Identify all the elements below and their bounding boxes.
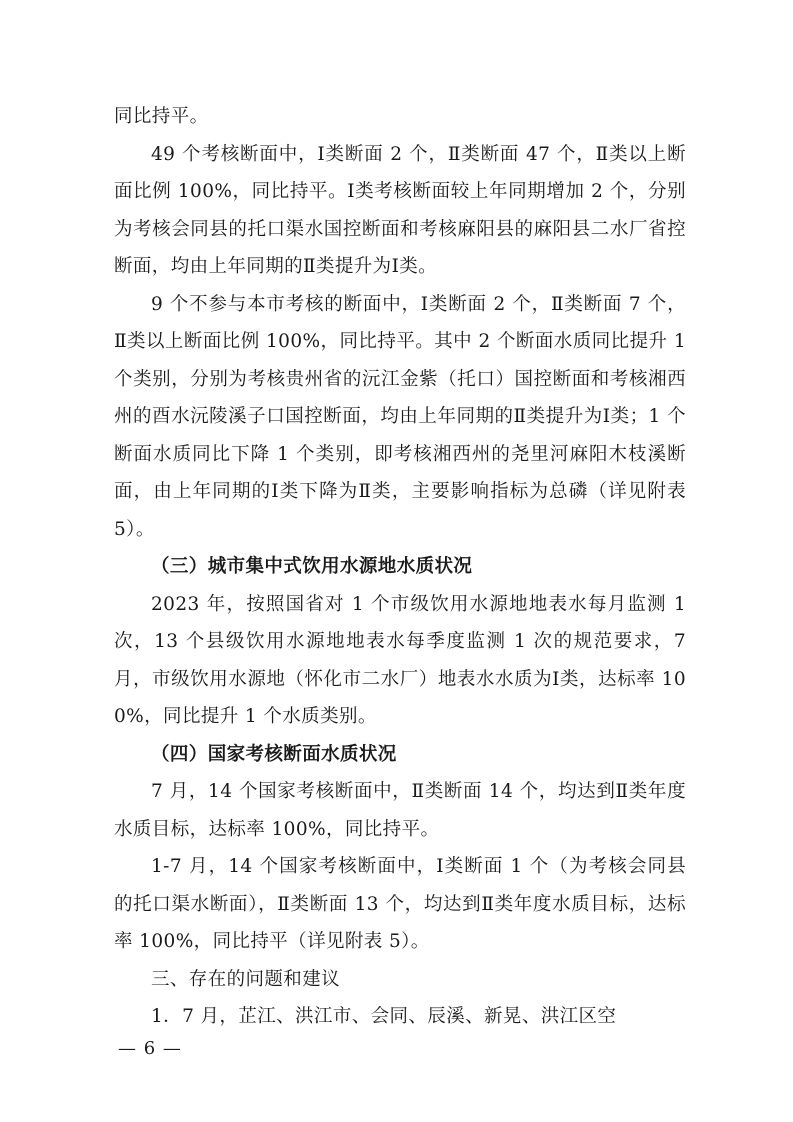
page-number: — 6 — xyxy=(118,1038,182,1059)
paragraph-non-assessment-sections: 9 个不参与本市考核的断面中，Ⅰ类断面 2 个，Ⅱ类断面 7 个，Ⅱ类以上断面比例 100%，同比持平。其中 2 个断面水质同比提升 1 个类别，分别为考核贵州省的沅江金紫（托口）国控断面和考核湘西州的酉水沅陵溪子口国控断面，均由上年同期的Ⅱ类提升为Ⅰ类；1 个断面水质同比下降 1 个类别，即考核湘西州的尧里河麻阳木枝溪断面，由上年同期的Ⅰ类下降为Ⅱ类，主要影响指标为总磷（详见附表 5）。 xyxy=(114,293,686,540)
paragraph-problems-item-1: 1．7 月，芷江、洪江市、会同、辰溪、新晃、洪江区空 xyxy=(151,1006,617,1027)
section-heading-problems: 三、存在的问题和建议 xyxy=(151,968,341,990)
paragraph-drinking-water: 2023 年，按照国省对 1 个市级饮用水源地地表水每月监测 1 次，13 个县级饮用水源地地表水每季度监测 1 次的规范要求，7 月，市级饮用水源地（怀化市二水厂）地表水水质为Ⅰ类，达标率 100%，同比提升 1 个水质类别。 xyxy=(114,593,686,727)
paragraph-continuation: 同比持平。 xyxy=(114,106,209,127)
section-heading-national-sections: （四）国家考核断面水质状况 xyxy=(151,743,397,765)
paragraph-national-july: 7 月，14 个国家考核断面中，Ⅱ类断面 14 个，均达到Ⅱ类年度水质目标，达标率 100%，同比持平。 xyxy=(114,781,686,840)
paragraph-assessment-sections: 49 个考核断面中，Ⅰ类断面 2 个，Ⅱ类断面 47 个，Ⅱ类以上断面比例 100%，同比持平。Ⅰ类考核断面较上年同期增加 2 个，分别为考核会同县的托口渠水国控断面和考核麻阳县的麻阳县二水厂省控断面，均由上年同期的Ⅱ类提升为Ⅰ类。 xyxy=(114,143,686,277)
section-heading-drinking-water: （三）城市集中式饮用水源地水质状况 xyxy=(151,556,473,577)
paragraph-national-jan-jul: 1-7 月，14 个国家考核断面中，Ⅰ类断面 1 个（为考核会同县的托口渠水断面），Ⅱ类断面 13 个，均达到Ⅱ类年度水质目标，达标率 100%，同比持平（详见附表 5）。 xyxy=(114,856,686,952)
document-body xyxy=(114,98,686,1036)
